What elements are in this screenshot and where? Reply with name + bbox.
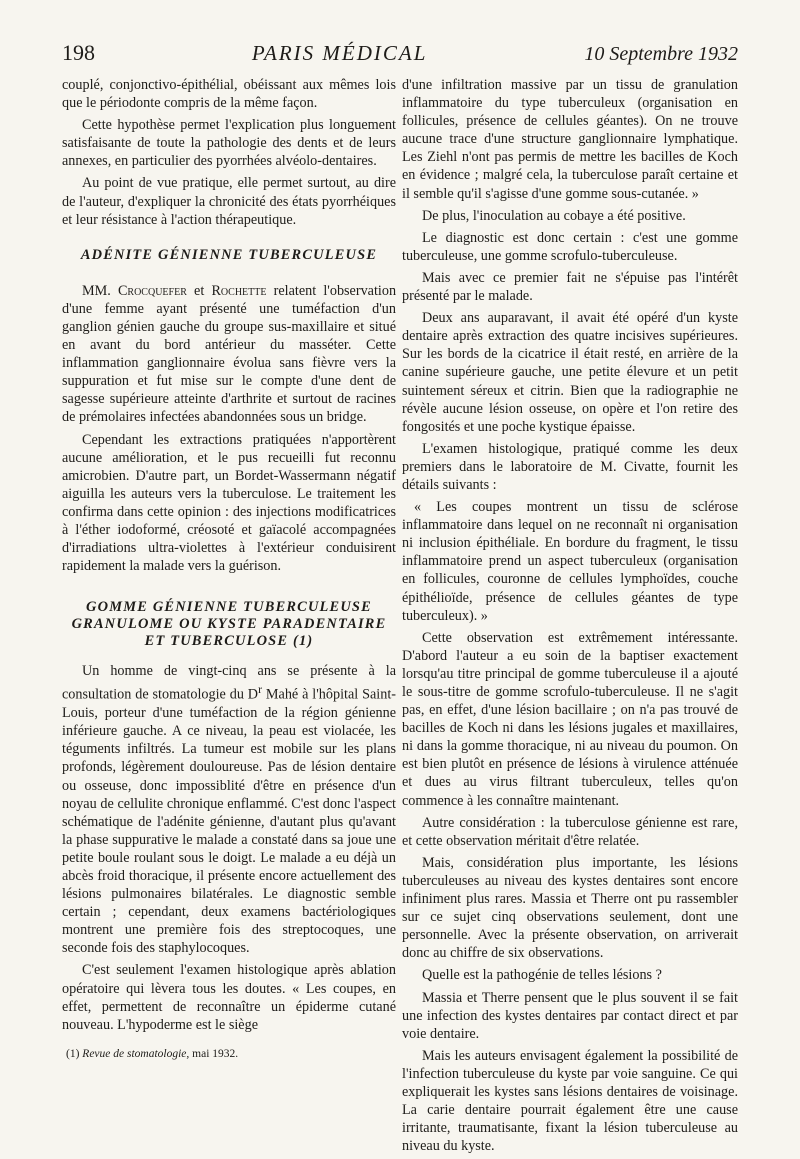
left-column (62, 76, 396, 1038)
section-heading: ADÉNITE GÉNIENNE TUBERCULEUSE (80, 246, 378, 263)
footnote (66, 1048, 396, 1060)
journal-title: PARIS MÉDICAL (251, 41, 428, 65)
superscript: r (258, 682, 263, 697)
paragraph: Quelle est la pathogénie de telles lésions ? (422, 967, 662, 984)
author-name: Crocquefer (117, 282, 187, 299)
authors-prefix: MM. (82, 282, 111, 299)
footnote-marker: (1) (66, 1048, 80, 1060)
heading-line: GOMME GÉNIENNE TUBERCULEUSE (86, 599, 372, 616)
paragraph: L'examen histologique, pratiqué comme les deux premiers dans le laboratoire de M. Civatte, fournit les détails suivants : (402, 440, 738, 493)
footnote-date: mai 1932. (192, 1048, 239, 1060)
paragraph: De plus, l'inoculation au cobaye a été positive. (422, 207, 686, 224)
paragraph: couplé, conjonctivo-épithélial, obéissant aux mêmes lois que le périodonte compris de la même façon. (62, 77, 396, 112)
paragraph: C'est seulement l'examen histologique après ablation opératoire qui lèvera tous les doutes. « Les coupes, en effet, permettent de reconnaître un épiderme cutané nouveau. L'hypoderme est le siège (62, 962, 396, 1033)
issue-date: 10 Septembre 1932 (584, 43, 738, 65)
paragraph: Le diagnostic est donc certain : c'est une gomme tuberculeuse, une gomme scrofulo-tuberculeuse. (402, 229, 738, 264)
author-name: Rochette (211, 282, 267, 299)
paragraph: Cette hypothèse permet l'explication plus longuement satisfaisante de toute la pathologie des dents et de leurs annexes, en particulier des pyorrhées alvéolo-dentaires. (62, 117, 396, 170)
heading-line: ET TUBERCULOSE (1) (144, 633, 314, 650)
heading-line: GRANULOME OU KYSTE PARADENTAIRE (71, 616, 387, 633)
paragraph: Mais avec ce premier fait ne s'épuise pas l'intérêt présenté par le malade. (402, 269, 738, 305)
footnote-source: Revue de stomatologie, (82, 1048, 190, 1060)
paragraph: Cette observation est extrêmement intéressante. D'abord l'auteur a eu soin de la baptiser exactement lorsqu'au titre principal de gomme tuberculeuse il a ajouté le sous-titre de gomme scrofulo-tuberculeuse. Il ne s'agit pas, en effet, d'une lésion bacillaire ; on n'a pas trouvé de bacilles de Koch ni dans les lésions jugales et maxillaires, ni dans la gomme thoracique, ni au niveau du poumon. On est bien plutôt en présence de lésions à virulence atténuée et dues au virus filtrant tuberculeux, telles qu'on commence à les connaître maintenant. (402, 629, 738, 809)
paragraph: Mais, considération plus importante, les lésions tuberculeuses au niveau des kystes dentaires sont encore infiniment plus rares. Massia et Therre ont pu rassembler sur ce sujet cinq observations seulement, dont une personnelle. Avec la présente observation, on arriverait donc au chiffre de six observations. (402, 854, 738, 962)
paragraph: Massia et Therre pensent que le plus souvent il se fait une infection des kystes dentaires par contact direct et par voie dentaire. (402, 989, 738, 1042)
paragraph: d'une infiltration massive par un tissu de granulation inflammatoire du type tuberculeux (organisation en follicules, présence de cellules géantes). On ne trouve aucune trace d'une structure ganglionnaire lymphatique. Les Ziehl n'ont pas permis de mettre les bacilles de Koch en évidence ; malgré cela, la tuberculose paraît certaine et il semble qu'il s'agisse d'une gomme sous-cutanée. » (402, 77, 738, 202)
paragraph: Cependant les extractions pratiquées n'apportèrent aucune amélioration, et le pus recueilli fut reconnu amicrobien. D'autre part, un Bordet-Wassermann négatif aiguilla les auteurs vers la tuberculose. Le traitement les confirma dans cette opinion : des injections modificatrices à l'éther iodoformé, créosoté et gaïacolé accompagnées d'irradiations ultra-violettes à l'extérieur conduisirent rapidement la malade vers la guérison. (62, 431, 396, 575)
paragraph: Au point de vue pratique, elle permet surtout, au dire de l'auteur, d'expliquer la chronicité des états pyorrhéiques et leur résistance à l'action thérapeutique. (62, 175, 396, 228)
section-heading (62, 599, 396, 650)
paragraph-text: Mahé à l'hôpital Saint-Louis, porteur d'une tuméfaction de la région génienne inférieure gauche. A ce niveau, la peau est violacée, les téguments infiltrés. La tumeur est mobile sur les plans profonds, légèrement douloureuse. Pas de lésion dentaire ou osseuse, donc impossiblité d'être en présence d'un noyau de cellulite chronique enflammé. C'est donc l'aspect schématique de l'adénite génienne, d'autant plus qu'avant la phase suppurative le malade a constaté dans sa joue une petite boule roulant sous le doigt. Le malade a eu déjà un abcès froid thoracique, il présente encore actuellement des lésions pulmonaires bilatérales. Le diagnostic semble certain ; cependant, deux examens bactériologiques montrent une première fois des streptocoques, une seconde fois des staphylocoques. (62, 687, 396, 957)
paragraph-text: Un homme de vingt-cinq ans se présente à la consultation de stomatologie du D (62, 663, 396, 704)
conjunction: et (194, 282, 205, 299)
paragraph: Deux ans auparavant, il avait été opéré d'un kyste dentaire après extraction des quatre incisives supérieures. Sur les bords de la cicatrice il était resté, en arrière de la canine supérieure gauche, une petite élevure et un petit suintement séreux et citrin. Bien que la radiographie ne révèle aucune lésion osseuse, on opère et l'on retire des fongosités et une poche kystique épaisse. (402, 310, 738, 435)
paragraph: Mais les auteurs envisagent également la possibilité de l'infection tuberculeuse du kyste par voie sanguine. Ce qui expliquerait les kystes sans lésions dentaires de voisinage. La carie dentaire pourrait également être une cause irritante, traumatisante, fixant la lésion tuberculeuse au niveau du kyste. (402, 1047, 738, 1155)
right-column (402, 76, 738, 1159)
quoted-paragraph: « Les coupes montrent un tissu de sclérose inflammatoire dans lequel on ne reconnaît ni organisation ni inclusion épithéliale. En bordure du fragment, le tissu inflammatoire prend un aspect tuberculeux (organisation en follicules, couronne de cellules lymphoïdes, couche épithélioïde, présence de cellules géantes de type tuberculeux). » (402, 499, 738, 624)
page-header (62, 40, 738, 70)
page-number: 198 (62, 40, 95, 65)
paragraph (62, 282, 396, 427)
paragraph: Autre considération : la tuberculose génienne est rare, et cette observation méritait d'être relatée. (402, 814, 738, 849)
paragraph-text: relatent l'observation d'une femme ayant présenté une tuméfaction d'un ganglion génien gauche du groupe sus-maxillaire et situé en avant du bord antérieur du masséter. Cette inflammation ganglionnaire évolua sans fièvre vers la suppuration et fut mise sur le compte d'une dent de sagesse supérieure atteinte d'arthrite et surtout de racines de prémolaires infectées abandonnées sous un bridge. (62, 282, 397, 426)
paragraph (62, 662, 396, 957)
